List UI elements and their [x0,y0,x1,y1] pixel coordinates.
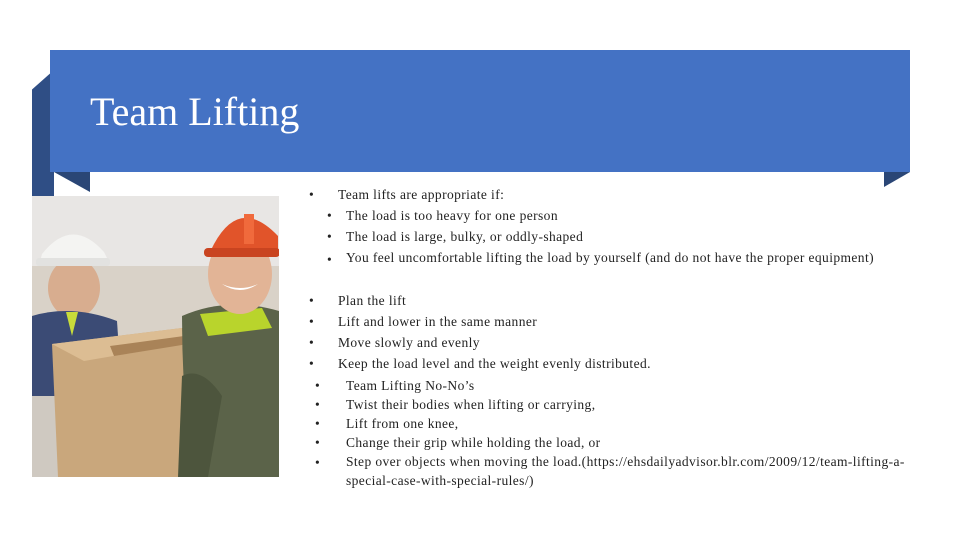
list-item: • Team Lifting No-No’s [315,378,475,393]
bullet-list [300,184,905,490]
list-item: • You feel uncomfortable lifting the load by yourself (and do not have the proper equipment) [327,250,874,267]
list-item: • Lift and lower in the same manner [309,314,538,329]
list-item: • Keep the load level and the weight evenly distributed. [309,356,651,371]
list-item: • The load is too heavy for one person [327,208,558,223]
list-item: • Twist their bodies when lifting or carrying, [315,397,596,412]
list-item: • Step over objects when moving the load.(https://ehsdailyadvisor.blr.com/2009/12/team-lifting-a-special-case-with-special-rules/) [315,454,905,488]
workers-photo [32,196,279,477]
banner-fold-left [54,172,90,192]
list-item: • Team lifts are appropriate if: [309,187,505,202]
list-item: • The load is large, bulky, or oddly-shaped [327,229,584,244]
photo-workers-carrying-box [32,196,279,477]
list-item: • Change their grip while holding the load, or [315,435,601,450]
list-item: • Plan the lift [309,293,407,308]
list-item: • Lift from one knee, [315,416,459,431]
list-item: • Move slowly and evenly [309,335,480,350]
slide-title: Team Lifting [90,89,300,134]
